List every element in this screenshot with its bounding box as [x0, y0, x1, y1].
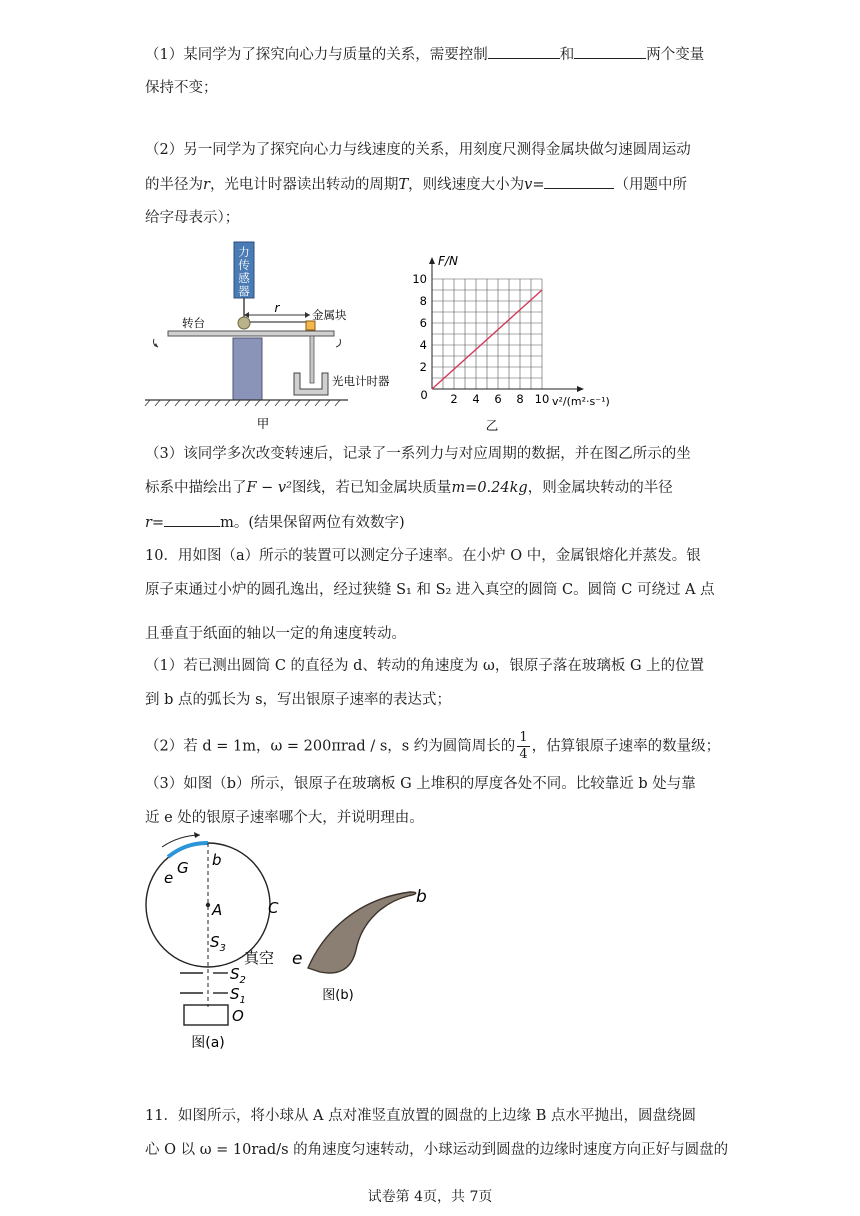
q10-intro-text-1: 10．用如图（a）所示的装置可以测定分子速率。在小炉 O 中，金属银熔化并蒸发。银 [145, 548, 701, 564]
q9-part1-line1 [145, 44, 704, 65]
q11-line1 [145, 1106, 696, 1126]
q10-p2-text-a: （2）若 d = 1m，ω = 200πrad / s，s 约为圆筒周长的 [145, 738, 516, 755]
sensor-char-3: 感 [238, 271, 250, 285]
figure-jia [140, 235, 390, 435]
q10-intro-line2 [145, 580, 715, 600]
figure-yi-chart [400, 245, 630, 435]
q9-part1-text-b: 和 [559, 47, 575, 63]
figure-jia-caption: 甲 [256, 416, 270, 431]
figure-a-caption: 图(a) [191, 1035, 225, 1051]
q9-part1-text-d: 保持不变； [145, 80, 218, 96]
figure-yi-caption: 乙 [485, 418, 499, 433]
silver-deposit [308, 892, 416, 973]
q10-p3-text-a: （3）如图（b）所示，银原子在玻璃板 G 上堆积的厚度各处不同。比较靠近 b 处与靠 [145, 776, 696, 792]
radius-label: r [274, 301, 280, 315]
q9-part3-text-a: （3）该同学多次改变转速后，记录了一系列力与对应周期的数据，并在图乙所示的坐 [145, 446, 691, 462]
q9-part2-text-e: （用题中所 [614, 177, 687, 193]
x-tick-label: 6 [494, 392, 502, 406]
q9-symbol-v: v [524, 177, 533, 193]
answer-blank-3[interactable] [544, 174, 614, 189]
q11-text-2: 心 O 以 ω = 10rad/s 的角速度匀速转动，小球运动到圆盘的边缘时速度方向正好与圆盘的 [145, 1142, 729, 1158]
q10-p3-line2 [145, 808, 424, 828]
y-tick-label: 8 [419, 294, 427, 308]
timer-label: 光电计时器 [332, 374, 390, 388]
q9-part2-text-c: ，光电计时器读出转动的周期 [209, 177, 399, 193]
q10-intro-text-3: 且垂直于纸面的轴以一定的角速度转动。 [145, 626, 406, 642]
q10-p1-text-b: 到 b 点的弧长为 s，写出银原子速率的表达式； [145, 692, 452, 708]
q9-formula: F − v² [246, 480, 292, 496]
label-e-fig-b: e [292, 949, 303, 969]
turntable-label: 转台 [182, 316, 205, 330]
figure-b-caption: 图(b) [322, 988, 354, 1003]
q9-part3-line1 [145, 444, 691, 464]
axis-point-A [206, 903, 210, 907]
fraction-numerator: 1 [519, 730, 528, 745]
sensor-char-4: 器 [238, 284, 250, 298]
y-tick-label: 4 [419, 338, 427, 352]
x-tick-label: 8 [516, 392, 524, 406]
q9-mass-value: m=0.24kg [451, 480, 528, 496]
q9-part3-line2 [145, 478, 673, 498]
q9-symbol-r: r [203, 177, 210, 193]
support-column [233, 338, 262, 400]
label-S2: $S_2$ [230, 965, 246, 986]
chart-y-axis-label: F/N [438, 254, 458, 268]
q10-intro-line1 [145, 546, 701, 566]
q9-part1-text-a: （1）某同学为了探究向心力与质量的关系，需要控制 [145, 47, 488, 63]
q9-part3-text-f: m。(结果保留两位有效数字) [220, 515, 405, 531]
x-tick-label: 2 [450, 392, 458, 406]
ground-hatch [145, 400, 340, 406]
rotation-arrow-right [336, 339, 341, 347]
q10-intro-line3 [145, 624, 406, 644]
sensor-char-2: 传 [238, 258, 250, 272]
q9-part2-line3 [145, 208, 239, 228]
flag-rod [310, 336, 314, 383]
q9-part3-r-eq: r= [145, 515, 165, 531]
q9-part2-text-d: ，则线速度大小为 [408, 177, 525, 193]
q10-intro-text-2: 原子束通过小炉的圆孔逸出，经过狭缝 S₁ 和 S₂ 进入真空的圆筒 C。圆筒 C 可绕过 A 点 [145, 582, 715, 598]
label-b: b [212, 851, 222, 869]
q9-symbol-T: T [398, 177, 409, 193]
answer-blank-1[interactable] [488, 44, 560, 59]
q9-equals: = [532, 177, 545, 193]
glass-plate-G [168, 843, 208, 857]
label-S1: $S_1$ [230, 985, 246, 1006]
q9-part2-line2 [145, 174, 687, 195]
q10-p3-text-b: 近 e 处的银原子速率哪个大，并说明理由。 [145, 810, 424, 826]
metal-block-label: 金属块 [312, 308, 347, 322]
metal-block [306, 321, 315, 330]
pulley [238, 317, 250, 329]
q10-p2-text-b: ，估算银原子速率的数量级； [531, 738, 721, 755]
answer-blank-2[interactable] [574, 44, 646, 59]
y-axis-arrow [429, 257, 435, 264]
figure-b [290, 880, 440, 1010]
q9-part1-text-c: 两个变量 [646, 47, 705, 63]
q10-p1-text-a: （1）若已测出圆筒 C 的直径为 d、转动的角速度为 ω，银原子落在玻璃板 G 上的位置 [145, 658, 705, 674]
label-O: O [232, 1007, 244, 1025]
q9-part2-line1 [145, 140, 691, 160]
q10-p3-line1 [145, 774, 696, 794]
chart-axes [429, 257, 584, 392]
q11-text-1: 11．如图所示，将小球从 A 点对准竖直放置的圆盘的上边缘 B 点水平抛出，圆盘绕圆 [145, 1108, 697, 1124]
x-tick-label: 4 [472, 392, 480, 406]
x-axis-arrow [577, 386, 584, 392]
q9-part3-text-c: 图线，若已知金属块质量 [291, 480, 452, 496]
q10-p1-line2 [145, 690, 451, 710]
label-b-fig-b: b [416, 887, 427, 907]
y-tick-label: 10 [412, 272, 427, 286]
sensor-char-1: 力 [238, 245, 250, 259]
q9-part3-text-b: 标系中描绘出了 [145, 480, 247, 496]
y-tick-label: 6 [419, 316, 427, 330]
label-C: C [268, 899, 279, 917]
fraction-denominator: 4 [519, 747, 528, 762]
q9-part3-line3 [145, 512, 405, 533]
fraction-one-quarter [517, 730, 529, 763]
q9-part3-text-d: ，则金属块转动的半径 [527, 480, 673, 496]
figure-a [140, 835, 303, 1055]
q10-p2-line [145, 730, 720, 763]
rotation-arrowhead [194, 832, 200, 838]
chart-grid [432, 279, 542, 389]
turntable-plate [168, 331, 334, 336]
q9-part2-text-b: 的半径为 [145, 177, 203, 193]
origin-label: 0 [420, 388, 428, 402]
q9-part2-text-a: （2）另一同学为了探究向心力与线速度的关系，用刻度尺测得金属块做匀速圆周运动 [145, 142, 691, 158]
y-tick-label: 2 [419, 360, 427, 374]
furnace-O [184, 1005, 228, 1025]
q11-line2 [145, 1140, 728, 1160]
q9-part2-text-f: 给字母表示）； [145, 210, 240, 226]
q9-part1-line2 [145, 78, 218, 98]
x-tick-label: 10 [534, 392, 550, 406]
page-footer: 试卷第 4页，共 7页 [367, 1189, 493, 1205]
label-G: G [177, 859, 189, 877]
chart-ticks [412, 272, 549, 406]
label-A: A [212, 901, 223, 919]
q10-p1-line1 [145, 656, 704, 676]
label-S3: $S_3$ [210, 933, 226, 954]
label-e: e [164, 869, 174, 887]
label-vacuum: 真空 [244, 949, 275, 967]
chart-x-axis-label: v²/(m²·s⁻¹) [552, 395, 610, 408]
answer-blank-4[interactable] [164, 512, 220, 527]
